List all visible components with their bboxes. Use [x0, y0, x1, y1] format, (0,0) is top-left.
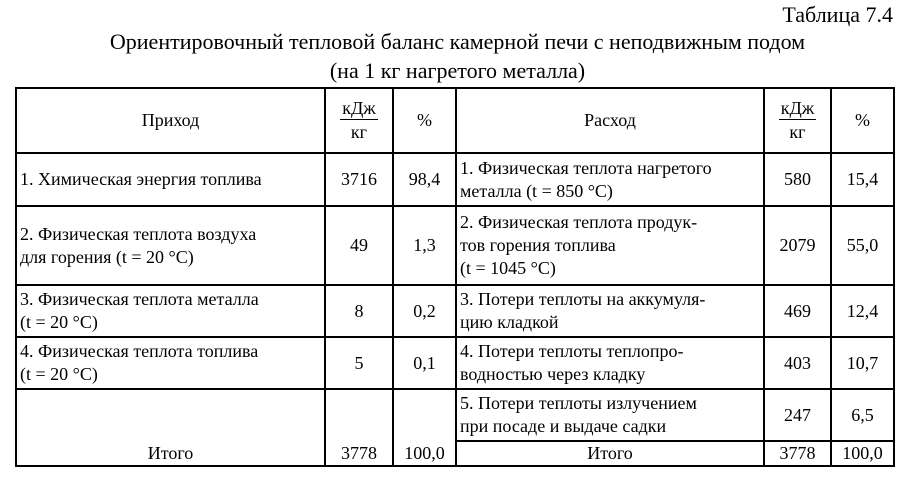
header-unit-expense	[764, 88, 831, 153]
unit-denominator: кг	[789, 122, 806, 142]
income-pct: 0,1	[393, 337, 456, 389]
expense-label	[456, 337, 764, 389]
expense-label	[456, 389, 764, 441]
unit-numerator: кДж	[342, 98, 376, 118]
expense-label-line: водностью через кладку	[460, 364, 646, 384]
expense-label-line: 4. Потери теплоты теплопро-	[460, 341, 684, 361]
income-label	[16, 285, 325, 337]
expense-label-line: (t = 1045 °C)	[460, 258, 556, 278]
expense-label-line: 3. Потери теплоты на аккумуля-	[460, 289, 706, 309]
income-total-kj: 3778	[325, 389, 393, 466]
expense-kj: 469	[764, 285, 831, 337]
income-pct: 0,2	[393, 285, 456, 337]
table-row	[16, 389, 894, 441]
expense-label-line: металла (t = 850 °C)	[460, 180, 613, 201]
header-percent-income: %	[393, 88, 456, 153]
expense-label-line: 2. Физическая теплота продук-	[460, 212, 698, 232]
income-pct: 1,3	[393, 206, 456, 285]
table-row	[16, 153, 894, 206]
expense-kj: 580	[764, 153, 831, 206]
income-label	[16, 337, 325, 389]
income-kj: 5	[325, 337, 393, 389]
income-kj: 49	[325, 206, 393, 285]
expense-pct: 55,0	[831, 206, 894, 285]
expense-pct: 10,7	[831, 337, 894, 389]
unit-denominator: кг	[350, 122, 368, 142]
expense-label	[456, 153, 764, 206]
header-expense: Расход	[456, 88, 764, 153]
table-row	[16, 206, 894, 285]
expense-kj: 247	[764, 389, 831, 441]
expense-pct: 15,4	[831, 153, 894, 206]
income-label-line: (t = 20 °C)	[20, 312, 98, 332]
table-number: Таблица 7.4	[782, 2, 893, 27]
income-kj: 8	[325, 285, 393, 337]
expense-pct: 12,4	[831, 285, 894, 337]
income-label-line: 4. Физическая теплота топлива	[20, 341, 259, 361]
expense-label	[456, 206, 764, 285]
table-row	[16, 337, 894, 389]
expense-label-line: 5. Потери теплоты излучением	[460, 393, 697, 413]
unit-fraction	[779, 97, 816, 144]
expense-pct: 6,5	[831, 389, 894, 441]
income-total-label: Итого	[16, 389, 325, 466]
income-label-line: для горения (t = 20 °C)	[20, 246, 194, 267]
expense-kj: 2079	[764, 206, 831, 285]
expense-label-line: при посаде и выдаче садки	[460, 416, 667, 436]
income-label-line: 3. Физическая теплота металла	[20, 289, 259, 309]
income-label: 1. Химическая энергия топлива	[16, 153, 325, 206]
income-kj: 3716	[325, 153, 393, 206]
table-subtitle: (на 1 кг нагретого металла)	[329, 58, 586, 83]
header-percent-expense: %	[831, 88, 894, 153]
header-income: Приход	[16, 88, 325, 153]
expense-label-line: 1. Физическая теплота нагретого	[460, 157, 712, 178]
expense-label-line: тов горения топлива	[460, 235, 616, 255]
unit-fraction	[340, 97, 377, 144]
income-pct: 98,4	[393, 153, 456, 206]
expense-kj: 403	[764, 337, 831, 389]
expense-total-pct: 100,0	[831, 441, 894, 466]
header-row	[16, 88, 894, 153]
expense-total-label: Итого	[456, 441, 764, 466]
table-title: Ориентировочный тепловой баланс камерной печи с неподвижным подом	[109, 29, 806, 54]
income-label	[16, 206, 325, 285]
expense-label-line: цию кладкой	[460, 312, 559, 332]
heat-balance-table	[15, 87, 895, 467]
income-label-line: 2. Физическая теплота воздуха	[20, 223, 257, 244]
expense-total-kj: 3778	[764, 441, 831, 466]
income-total-pct: 100,0	[393, 389, 456, 466]
unit-numerator: кДж	[780, 98, 815, 118]
header-unit-income	[325, 88, 393, 153]
table-row	[16, 285, 894, 337]
income-label-line: (t = 20 °C)	[20, 364, 98, 384]
expense-label	[456, 285, 764, 337]
